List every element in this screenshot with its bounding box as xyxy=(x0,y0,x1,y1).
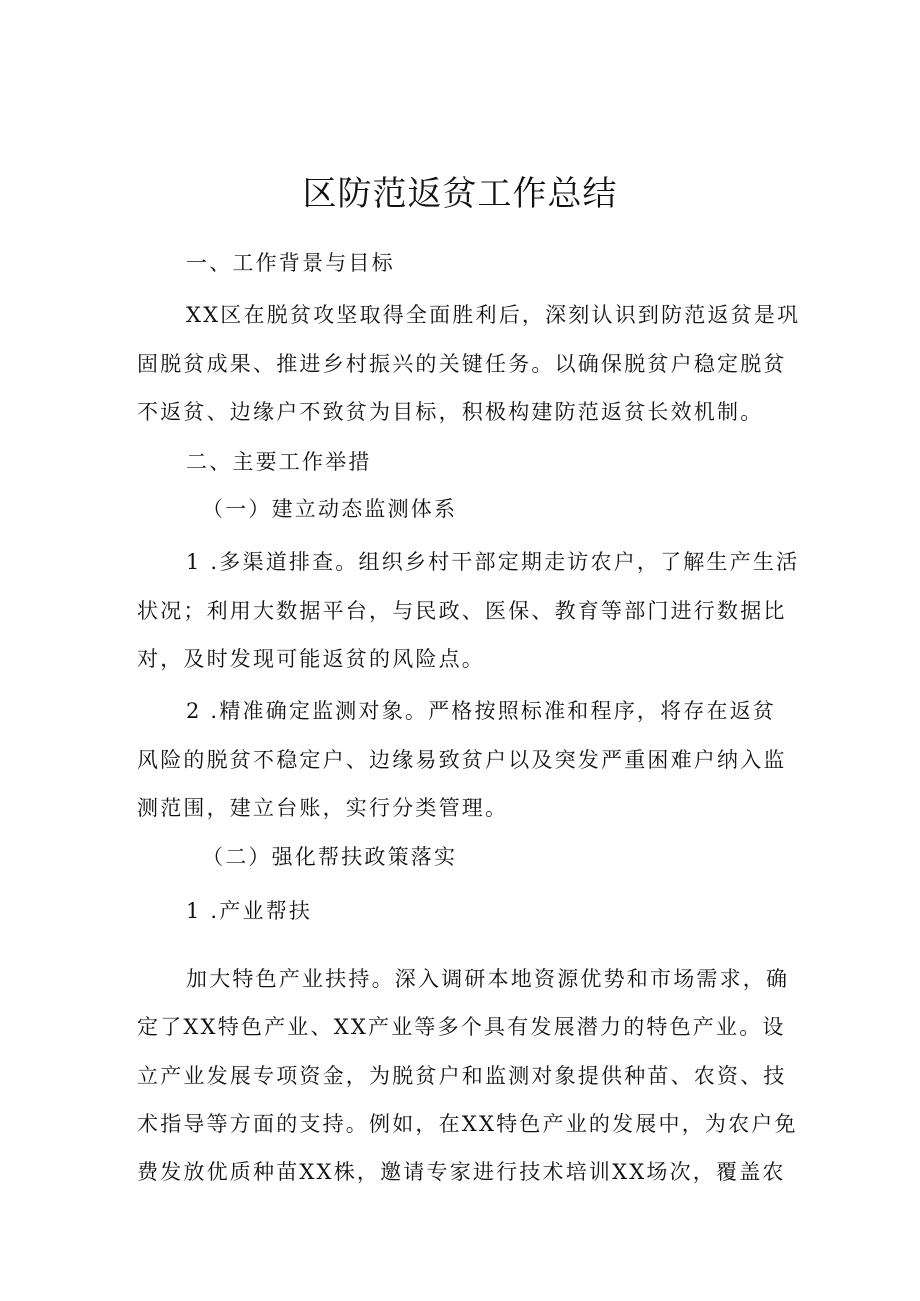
paragraph-line: 立产业发展专项资金，为脱贫户和监测对象提供种苗、农资、技 xyxy=(137,1064,787,1088)
section-heading-2: 二、主要工作举措 xyxy=(186,450,372,474)
paragraph-line: 加大特色产业扶持。深入调研本地资源优势和市场需求，确 xyxy=(186,967,790,991)
paragraph-line: 术指导等方面的支持。例如，在XX特色产业的发展中，为农户免 xyxy=(137,1112,798,1136)
paragraph-line: 费发放优质种苗XX株，邀请专家进行技术培训XX场次，覆盖农 xyxy=(137,1160,786,1184)
paragraph-line: 固脱贫成果、推进乡村振兴的关键任务。以确保脱贫户稳定脱贫 xyxy=(137,352,787,376)
paragraph-line: XX区在脱贫攻坚取得全面胜利后，深刻认识到防范返贫是巩 xyxy=(186,303,801,327)
paragraph-line: 不返贫、边缘户不致贫为目标，积极构建防范返贫长效机制。 xyxy=(137,400,764,424)
document-title: 区防范返贫工作总结 xyxy=(302,174,618,214)
paragraph-line: 测范围，建立台账，实行分类管理。 xyxy=(137,796,509,820)
paragraph-line: 对，及时发现可能返贫的风险点。 xyxy=(137,647,485,671)
paragraph-line: 定了XX特色产业、XX产业等多个具有发展潜力的特色产业。设 xyxy=(137,1015,786,1039)
subsection-heading-2: （二）强化帮扶政策落实 xyxy=(202,845,458,869)
paragraph-line: 状况；利用大数据平台，与民政、医保、教育等部门进行数据比 xyxy=(137,599,787,623)
subsection-heading-1: （一）建立动态监测体系 xyxy=(202,497,458,521)
paragraph-line: 2 .精准确定监测对象。严格按照标准和程序，将存在返贫 xyxy=(186,699,777,723)
paragraph-line: 1 .多渠道排查。组织乡村干部定期走访农户，了解生产生活 xyxy=(186,550,800,574)
paragraph-line: 风险的脱贫不稳定户、边缘易致贫户以及突发严重困难户纳入监 xyxy=(137,748,787,772)
item-heading: 1 .产业帮扶 xyxy=(186,899,313,923)
section-heading-1: 一、工作背景与目标 xyxy=(186,251,395,275)
